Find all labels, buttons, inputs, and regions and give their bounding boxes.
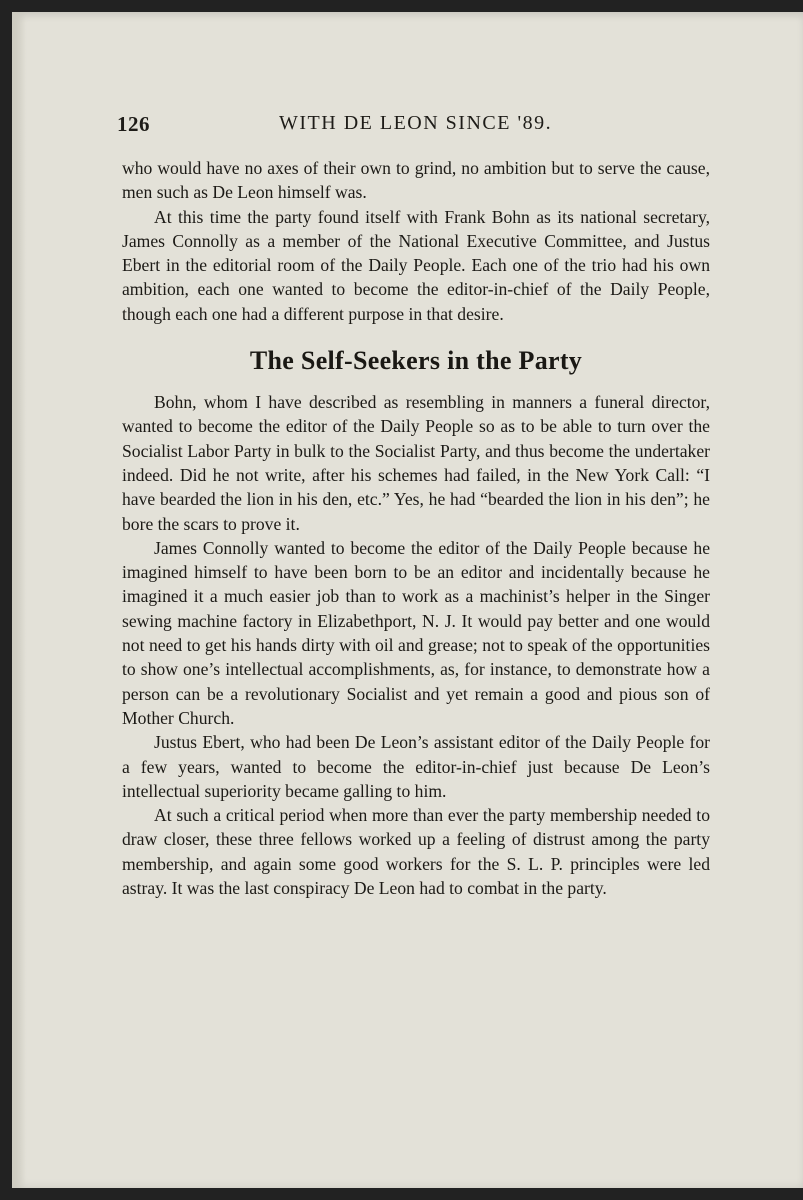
running-head: WITH DE LEON SINCE '89. — [279, 112, 553, 134]
page-number: 126 — [117, 112, 150, 136]
paragraph-trio: At this time the party found itself with Frank Bohn as its national secretary, James Connolly as a member of the National Executive Committee, and Justus Ebert in the editorial room of the Daily People. Each one of the trio had his own ambition, each one wanted to become the editor-in-chief of the Daily People, though each one had a different purpose in that desire. — [122, 206, 710, 324]
paragraph-bohn: Bohn, whom I have described as resembling in manners a funeral director, wanted to become the editor of the Daily People so as to be able to turn over the Socialist Labor Party in bulk to the Socialist Party, and thus become the undertaker indeed. Did he not write, after his schemes had failed, in the New York Call: “I have bearded the lion in his den, etc.” Yes, he had “bearded the lion in his den”; he bore the scars to prove it. — [122, 392, 710, 534]
paragraph-connolly: James Connolly wanted to become the editor of the Daily People because he imagined himself to have been born to be an editor and incidentally because he imagined it a much easier job than to work as a machinist’s helper in the Singer sewing machine factory in Elizabethport, N. J. It would pay better and one would not need to get his hands dirty with oil and grease; not to speak of the opportunities to show one’s intellectual accomplishments, as, for instance, to demonstrate how a person can be a revolutionary Socialist and yet remain a good and pious son of Mother Church. — [122, 537, 710, 728]
book-page — [12, 12, 803, 1188]
paragraph-continuation: who would have no axes of their own to grind, no ambition but to serve the cause, men such as De Leon himself was. — [122, 158, 710, 203]
page-body — [122, 156, 710, 900]
page-header — [117, 112, 717, 144]
paragraph-ebert: Justus Ebert, who had been De Leon’s assistant editor of the Daily People for a few years, wanted to become the editor-in-chief just because De Leon’s intellectual superiority became galling to him. — [122, 732, 710, 801]
section-heading: The Self-Seekers in the Party — [249, 346, 583, 376]
paragraph-conspiracy: At such a critical period when more than ever the party membership needed to draw closer, these three fellows worked up a feeling of distrust among the party membership, and again some good workers for the S. L. P. principles were led astray. It was the last conspiracy De Leon had to combat in the party. — [122, 805, 710, 899]
